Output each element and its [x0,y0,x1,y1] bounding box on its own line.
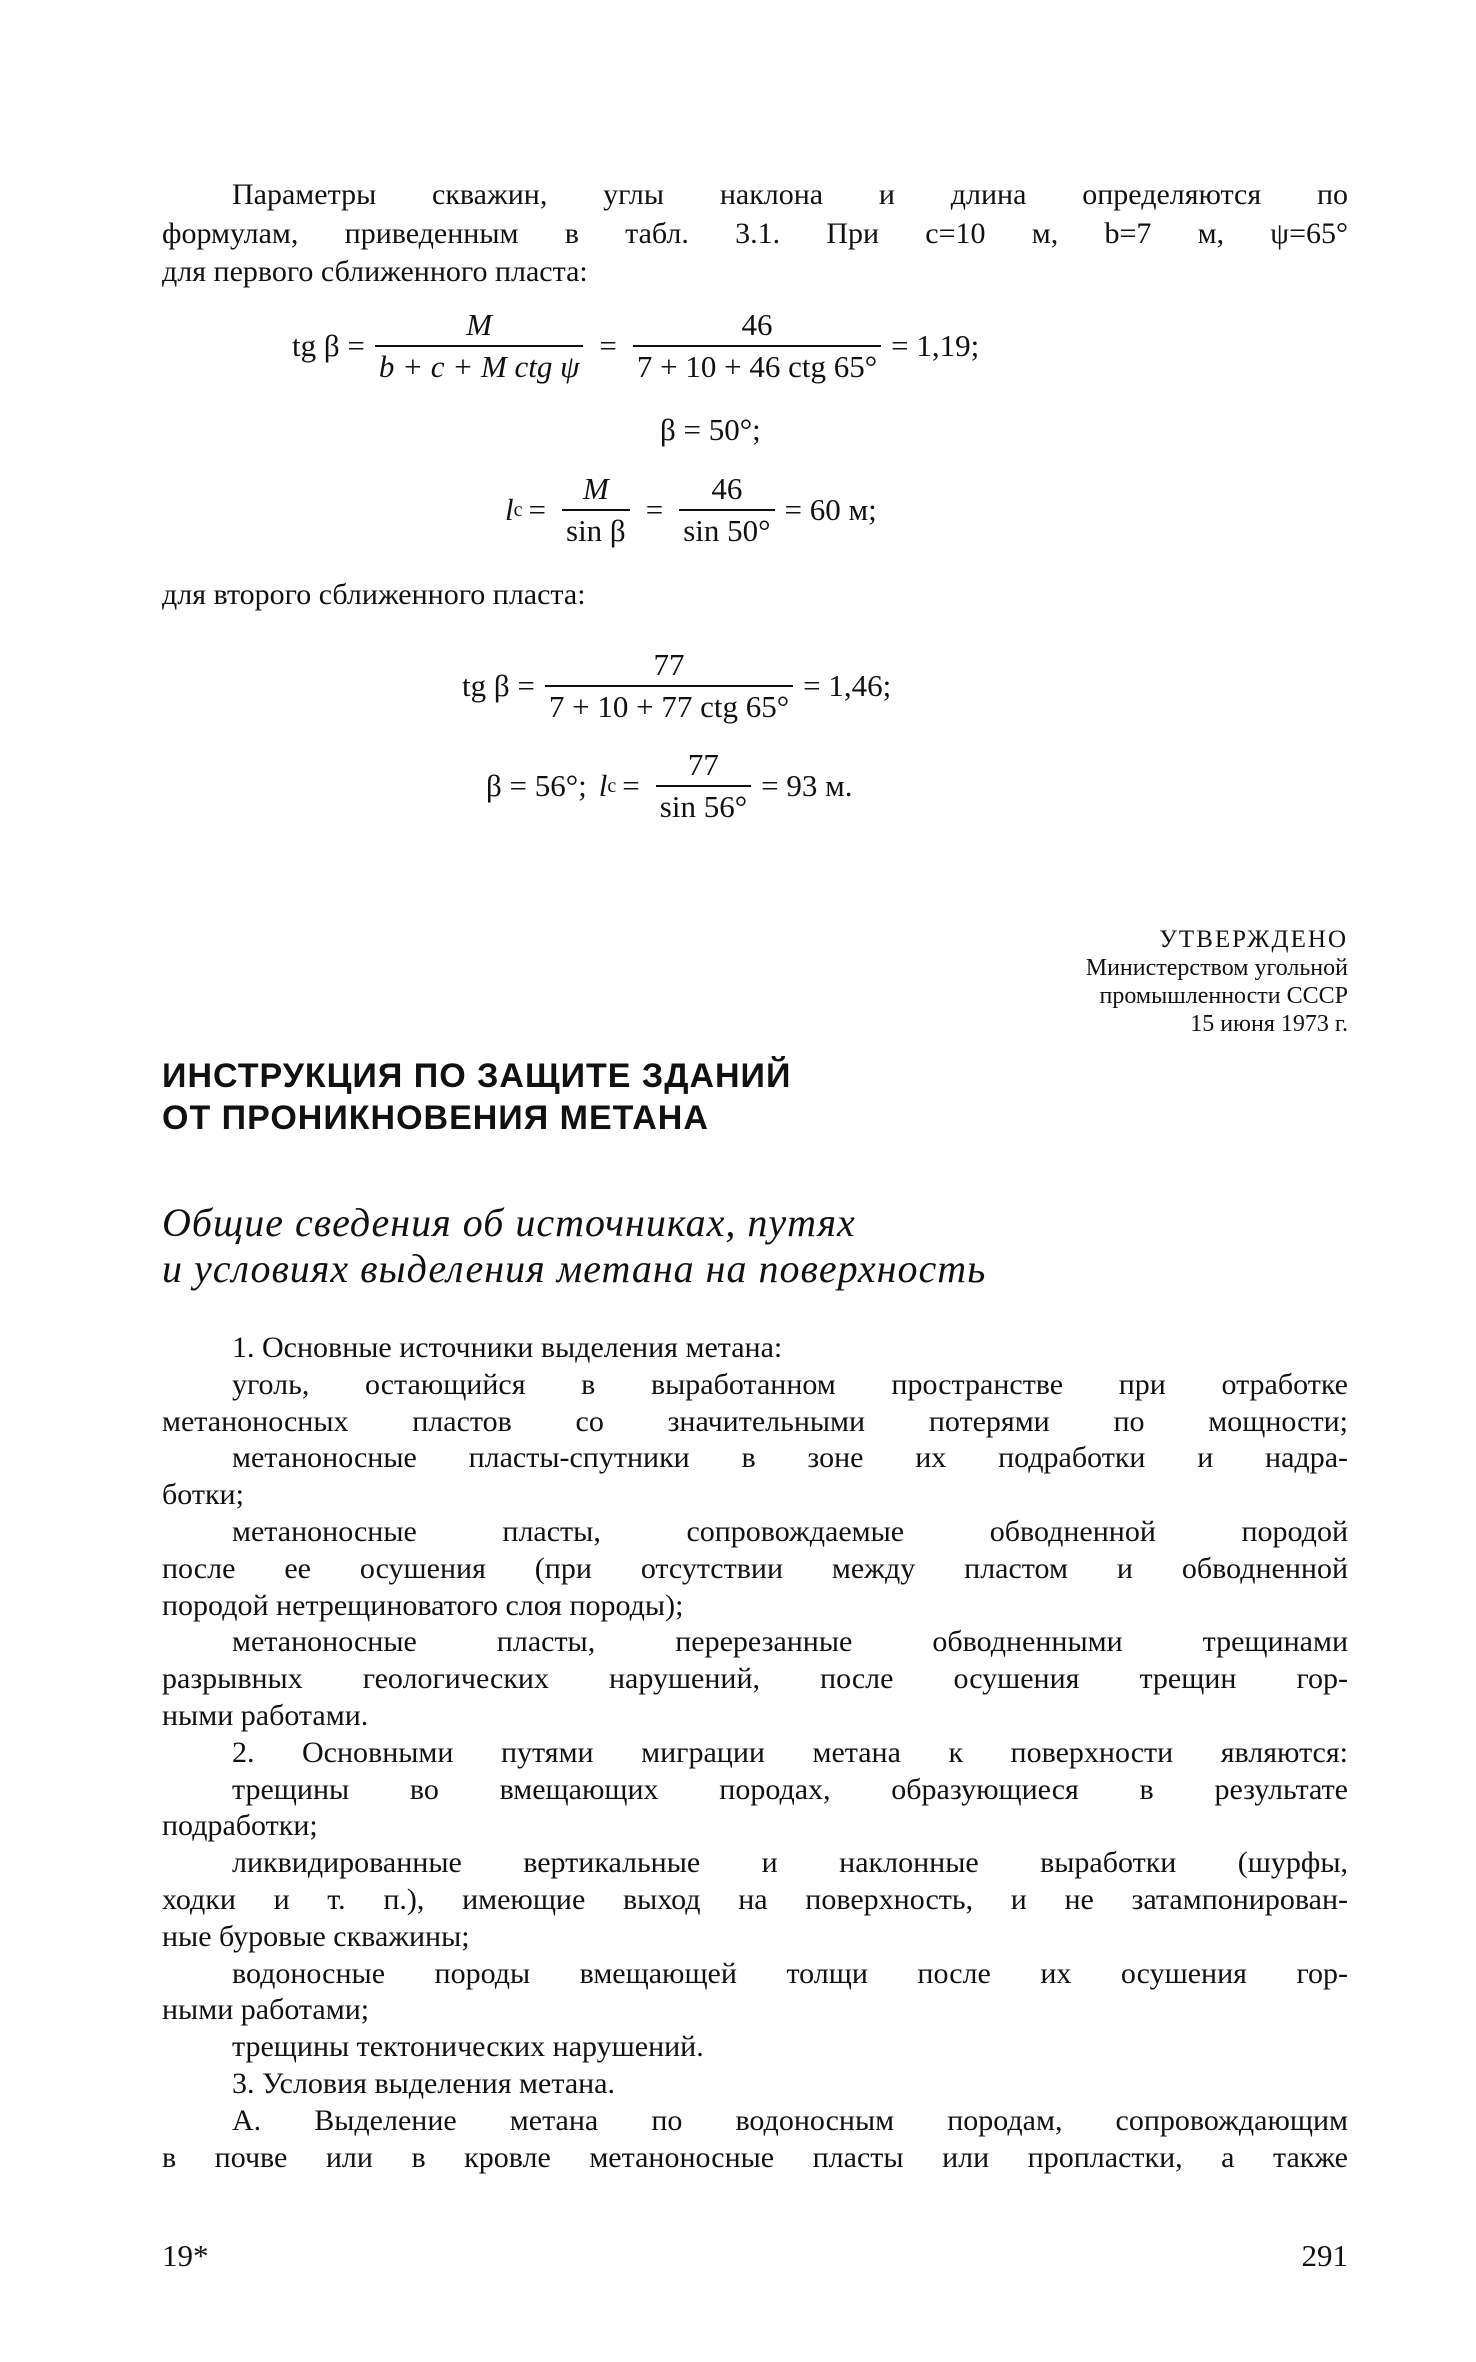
text-line: после ее осушения (при отсутствии между пластом и обводненной [162,1551,1348,1585]
denominator: sin 50° [679,509,774,549]
numerator: M [582,471,609,506]
title-line-1: ИНСТРУКЦИЯ ПО ЗАЩИТЕ ЗДАНИЙ [162,1057,792,1095]
text-line: породой нетрещиноватого слоя породы); [162,1588,684,1622]
formula-length-first [505,471,877,549]
text-line: трещины тектонических нарушений. [232,2030,704,2064]
length-symbol: l [598,768,608,803]
text-line: ные буровые скважины; [162,1919,470,1953]
length-subscript: c [607,774,617,797]
text-line: 2. Основными путями миграции метана к поверхности являются: [232,1735,1348,1769]
text-line: ликвидированные вертикальные и наклонные выработки (шурфы, [232,1846,1348,1880]
text-line: в почве или в кровле метаноносные пласты или пропластки, а также [162,2140,1348,2174]
section-heading [162,1200,986,1292]
numerator: M [466,307,493,342]
text-line: для первого сближенного пласта: [162,255,588,288]
text-line: ботки; [162,1478,244,1512]
approval-title: УТВЕРЖДЕНО [1159,926,1348,953]
page-number: 291 [1301,2238,1348,2273]
formula-beta-first [660,412,761,448]
denominator: sin 56° [656,785,751,825]
formula-tg-beta-first [292,307,979,385]
text-line: 3. Условия выделения метана. [232,2067,615,2100]
formula-beta: β = 56°; [486,768,587,803]
title-line-2: ОТ ПРОНИКНОВЕНИЯ МЕТАНА [162,1099,709,1137]
length-symbol: l [505,492,514,527]
numerator: 46 [741,307,773,342]
text-line: ными работами. [162,1699,369,1732]
text-line: метаноносных пластов со значительными потерями по мощности; [162,1404,1348,1438]
text-line: разрывных геологических нарушений, после осушения трещин гор- [162,1662,1348,1696]
text-line: метаноносные пласты-спутники в зоне их подработки и надра- [232,1441,1348,1475]
formula-tg-beta-second [462,647,891,725]
second-layer-label: для второго сближенного пласта: [162,578,586,611]
text-line: А. Выделение метана по водоносным породам, сопровождающим [232,2103,1348,2137]
denominator: 7 + 10 + 77 ctg 65° [545,685,793,725]
approval-block [1086,926,1348,1038]
approval-date: 15 июня 1973 г. [1190,1011,1348,1037]
equals: = [622,768,640,803]
formula-beta-length-second [486,747,852,825]
fraction-general [562,471,630,549]
text-line: трещины во вмещающих породах, образующиеся в результате [232,1772,1348,1806]
fraction-numeric [633,307,881,385]
equals: = [645,492,664,527]
text-line: метаноносные пласты, сопровождаемые обводненной породой [232,1515,1348,1548]
fraction-general [375,307,584,385]
text-line: Параметры скважин, углы наклона и длина определяются по [232,178,1348,211]
text-line: подработки; [162,1809,318,1843]
approval-ministry-cont: промышленности СССР [1099,983,1348,1009]
formula-text: β = 50°; [660,412,761,447]
numerator: 77 [653,647,685,682]
section-heading-line-2: и условиях выделения метана на поверхность [162,1246,987,1291]
text-line: уголь, остающийся в выработанном пространстве при отработке [232,1367,1348,1401]
section-heading-line-1: Общие сведения об источниках, путях [162,1200,856,1245]
fraction-numeric [545,647,793,725]
fraction-numeric [656,747,751,825]
text-line: метаноносные пласты, перерезанные обводненными трещинами [232,1625,1348,1659]
formula-result: = 1,46; [803,668,892,703]
formula-result: = 93 м. [761,768,853,803]
formula-lhs: tg β = [462,668,535,703]
denominator: sin β [562,509,630,549]
formula-result: = 1,19; [891,328,980,363]
signature-mark: 19* [162,2238,209,2273]
denominator: b + c + M ctg ψ [375,345,584,385]
equals: = [528,492,546,527]
text-line: ными работами; [162,1993,370,2027]
numerator: 46 [711,471,743,506]
equals: = [599,328,617,363]
formula-result: = 60 м; [784,492,877,527]
formula-lhs: tg β = [292,328,365,363]
approval-ministry: Министерством угольной [1085,955,1348,981]
text-line: 1. Основные источники выделения метана: [232,1331,783,1364]
text-line: ходки и т. п.), имеющие выход на поверхность, и не затампонирован- [162,1883,1348,1916]
denominator: 7 + 10 + 46 ctg 65° [633,345,881,385]
document-title [162,1055,791,1139]
text-line: водоносные породы вмещающей толщи после их осушения гор- [232,1956,1348,1990]
length-subscript: c [513,498,523,521]
text-line: формулам, приведенным в табл. 3.1. При c=10 м, b=7 м, ψ=65° [162,216,1348,250]
fraction-numeric [679,471,774,549]
numerator: 77 [687,747,719,782]
